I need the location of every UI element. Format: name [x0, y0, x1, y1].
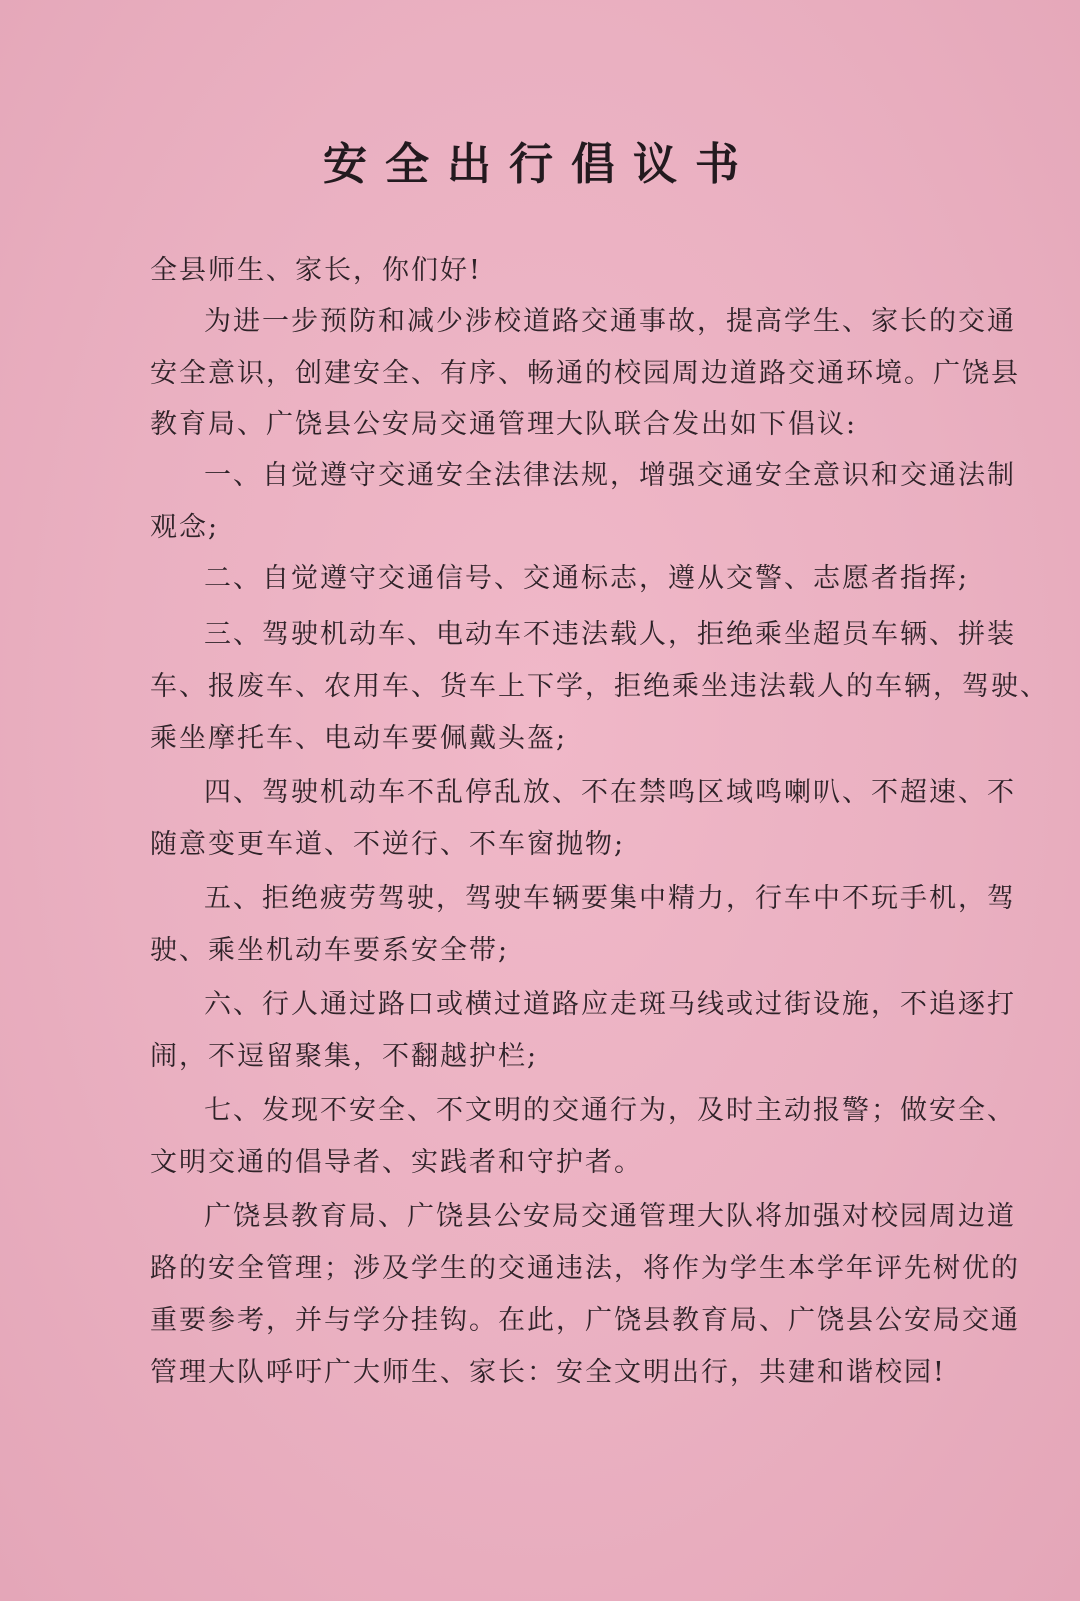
body-line: 七、发现不安全、不文明的交通行为，及时主动报警；做安全、: [204, 1095, 1016, 1126]
body-line: 重要参考，并与学分挂钩。在此，广饶县教育局、广饶县公安局交通: [150, 1305, 1020, 1336]
body-line: 广饶县教育局、广饶县公安局交通管理大队将加强对校园周边道: [204, 1201, 1016, 1232]
body-line: 六、行人通过路口或横过道路应走斑马线或过街设施，不追逐打: [204, 989, 1016, 1020]
body-line: 为进一步预防和减少涉校道路交通事故，提高学生、家长的交通: [204, 306, 1016, 337]
body-line: 五、拒绝疲劳驾驶，驾驶车辆要集中精力，行车中不玩手机，驾: [204, 883, 1016, 914]
body-line: 驶、乘坐机动车要系安全带;: [150, 935, 510, 966]
body-line: 乘坐摩托车、电动车要佩戴头盔;: [150, 723, 568, 754]
body-line: 一、自觉遵守交通安全法律法规，增强交通安全意识和交通法制: [204, 460, 1016, 491]
body-line: 教育局、广饶县公安局交通管理大队联合发出如下倡议:: [150, 409, 858, 440]
body-line: 路的安全管理；涉及学生的交通违法，将作为学生本学年评先树优的: [150, 1253, 1020, 1284]
body-line: 文明交通的倡导者、实践者和守护者。: [150, 1147, 643, 1178]
body-line: 闹，不逗留聚集，不翻越护栏;: [150, 1041, 539, 1072]
body-line: 二、自觉遵守交通信号、交通标志，遵从交警、志愿者指挥;: [204, 563, 970, 594]
body-line: 车、报废车、农用车、货车上下学，拒绝乘坐违法载人的车辆，驾驶、: [150, 671, 1049, 702]
body-line: 四、驾驶机动车不乱停乱放、不在禁鸣区域鸣喇叭、不超速、不: [204, 777, 1016, 808]
body-line: 观念;: [150, 512, 220, 543]
document-title: 安全出行倡议书: [323, 139, 757, 190]
body-line: 随意变更车道、不逆行、不车窗抛物;: [150, 829, 626, 860]
body-line: 三、驾驶机动车、电动车不违法载人，拒绝乘坐超员车辆、拼装: [204, 619, 1016, 650]
body-line: 管理大队呼吁广大师生、家长：安全文明出行，共建和谐校园!: [150, 1357, 946, 1388]
body-line: 安全意识，创建安全、有序、畅通的校园周边道路交通环境。广饶县: [150, 358, 1020, 389]
greeting: 全县师生、家长，你们好!: [150, 255, 482, 286]
